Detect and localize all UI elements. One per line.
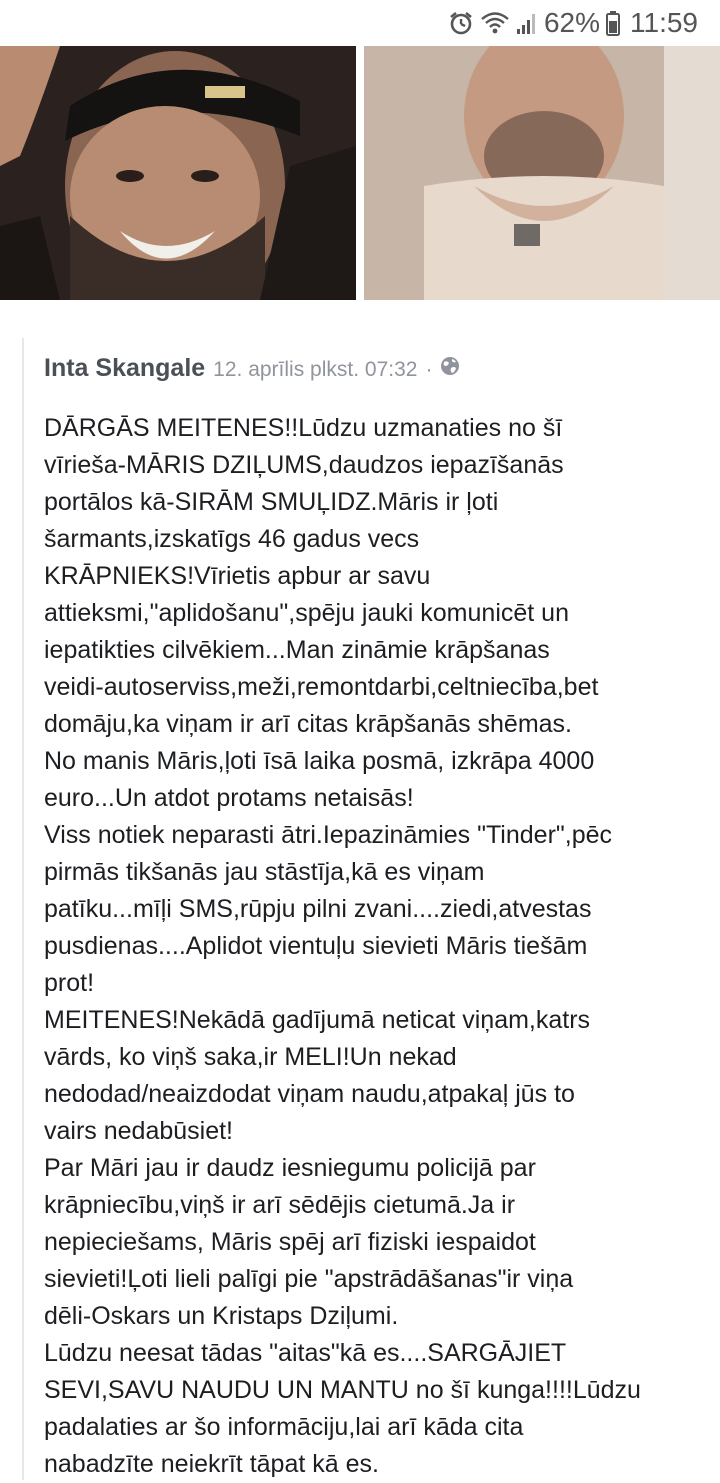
photo-man-in-cap[interactable]: [0, 46, 356, 300]
signal-icon: [516, 11, 538, 35]
post-text-line: veidi-autoserviss,meži,remontdarbi,celtniecība,bet: [44, 673, 599, 701]
post-text-line: No manis Māris,ļoti īsā laika posmā, izkrāpa 4000: [44, 747, 595, 775]
post-text-line: nedodad/neaizdodat viņam naudu,atpakaļ jūs to: [44, 1080, 575, 1108]
post-text-line: euro...Un atdot protams netaisās!: [44, 784, 414, 812]
post-body: [44, 410, 720, 1483]
post-text-line: Par Māri jau ir daudz iesniegumu policijā par: [44, 1154, 536, 1182]
facebook-post: [22, 338, 720, 1480]
post-text-line: KRĀPNIEKS!Vīrietis apbur ar savu: [44, 562, 431, 590]
post-text-line: vīrieša-MĀRIS DZIĻUMS,daudzos iepazīšanās: [44, 451, 564, 479]
globe-icon: [440, 356, 460, 381]
post-text-line: nepieciešams, Māris spēj arī fiziski iespaidot: [44, 1228, 536, 1256]
post-text-line: padalaties ar šo informāciju,lai arī kāda cita: [44, 1413, 524, 1441]
post-text-line: nabadzīte neiekrīt tāpat kā es.: [44, 1450, 379, 1478]
post-text-line: SEVI,SAVU NAUDU UN MANTU no šī kunga!!!!Lūdzu: [44, 1376, 641, 1404]
post-header: [44, 354, 460, 383]
post-text-line: šarmants,izskatīgs 46 gadus vecs: [44, 525, 420, 553]
meta-separator: ·: [425, 358, 433, 381]
post-text-line: iepatikties cilvēkiem...Man zināmie krāpšanas: [44, 636, 550, 664]
post-text-line: portālos kā-SIRĀM SMUĻIDZ.Māris ir ļoti: [44, 488, 499, 516]
post-timestamp[interactable]: 12. aprīlis plkst. 07:32: [213, 358, 418, 381]
post-text-line: MEITENES!Nekādā gadījumā neticat viņam,katrs: [44, 1006, 591, 1034]
post-text-line: Viss notiek neparasti ātri.Iepazināmies "Tinder",pēc: [44, 821, 613, 849]
post-text-line: patīku...mīļi SMS,rūpju pilni zvani....ziedi,atvestas: [44, 895, 592, 923]
post-text-line: attieksmi,"aplidošanu",spēju jauki komunicēt un: [44, 599, 569, 627]
photo-man-blurred[interactable]: [364, 46, 720, 300]
post-text-line: krāpniecību,viņš ir arī sēdējis cietumā.Ja ir: [44, 1191, 516, 1219]
post-text-line: vārds, ko viņš saka,ir MELI!Un nekad: [44, 1043, 457, 1071]
battery-percent: 62%: [543, 7, 600, 38]
wifi-icon: [480, 10, 510, 36]
post-text-line: DĀRGĀS MEITENES!!Lūdzu uzmanaties no šī: [44, 414, 563, 442]
post-text-line: pirmās tikšanās jau stāstīja,kā es viņam: [44, 858, 485, 886]
post-text-line: domāju,ka viņam ir arī citas krāpšanās shēmas.: [44, 710, 572, 738]
post-text-line: Lūdzu neesat tādas "aitas"kā es....SARGĀJIET: [44, 1339, 567, 1367]
post-text-line: sievieti!Ļoti lieli palīgi pie "apstrādāšanas"ir viņa: [44, 1265, 574, 1293]
alarm-icon: [448, 10, 474, 36]
battery-icon: [606, 10, 620, 36]
photo-row: [0, 46, 720, 300]
status-bar: [0, 0, 720, 46]
post-text-line: prot!: [44, 969, 95, 997]
post-text-line: vairs nedabūsiet!: [44, 1117, 234, 1145]
post-text-line: dēli-Oskars un Kristaps Dziļumi.: [44, 1302, 399, 1330]
post-text-line: pusdienas....Aplidot vientuļu sievieti Māris tiešām: [44, 932, 588, 960]
author-name[interactable]: Inta Skangale: [44, 354, 206, 382]
clock: 11:59: [630, 7, 698, 38]
